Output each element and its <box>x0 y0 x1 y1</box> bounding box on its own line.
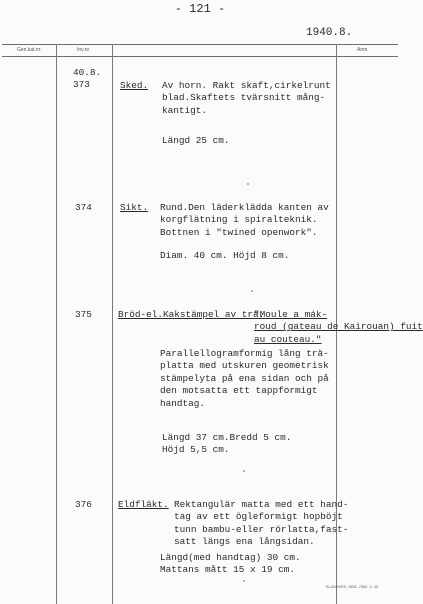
margin-dot <box>251 290 253 292</box>
margin-dot <box>243 580 245 582</box>
entry-number: 374 <box>75 202 92 213</box>
page-number: - 121 - <box>174 2 226 16</box>
header-inv-nr: Inv.nr. <box>77 47 91 53</box>
column-divider-1 <box>56 44 57 604</box>
printer-imprint: ELANDERS. GBG. 7060. 3. 39. <box>326 585 380 589</box>
margin-dot <box>243 470 245 472</box>
entry-description: Av horn. Rakt skaft,cirkelrunt blad.Skaftets tvärsnitt mång- kantigt. <box>162 80 331 116</box>
entry-year: 1940.8. <box>306 27 353 39</box>
entry-object-name: Bröd-el.Kakstämpel av trä. <box>118 309 265 320</box>
entry-description: Rektangulär matta med ett hand- tag av ett öglеformigt hopböjt tunn bambu-eller rörlatta,fast- satt längs ena långsidan. <box>174 499 349 548</box>
header-bottom-rule <box>2 56 398 57</box>
margin-dot <box>247 183 249 185</box>
entry-description: Rund.Den läderklädda kanten av korgflätning i spiralteknik. Bottnen i "twined openwork". <box>160 202 329 238</box>
entry-object-name: Sikt. <box>120 202 149 213</box>
entry-quote: "Moule a mák- roud (gateau de Kairouan) fuit au couteau." <box>254 309 423 345</box>
header-anm: Anm. <box>357 47 369 53</box>
entry-object-name: Sked. <box>120 80 149 91</box>
entry-number: 375 <box>75 309 92 320</box>
entry-description: Parallellogramformig lång trä- platta med utskuren geometrisk stämpelyta på ena sidan och på den motsatta ett tappformigt handtag. <box>160 348 329 409</box>
entry-object-name: Eldfläkt. <box>118 499 169 510</box>
header-top-rule <box>2 44 398 45</box>
column-divider-2 <box>112 44 113 604</box>
entry-number: 376 <box>75 499 92 510</box>
entry-dimensions: Längd 37 cm.Bredd 5 cm. Höjd 5,5 cm. <box>162 432 292 456</box>
entry-dimensions: Längd 25 cm. <box>162 135 230 146</box>
entry-dimensions: Diam. 40 cm. Höjd 8 cm. <box>160 250 290 261</box>
header-gen-kat-nr: Gen.kat.nr. <box>17 47 42 53</box>
entry-number: 40.8. 373 <box>73 67 102 91</box>
entry-dimensions: Längd(med handtag) 30 cm. Mattans mått 15 x 19 cm. <box>160 552 301 576</box>
